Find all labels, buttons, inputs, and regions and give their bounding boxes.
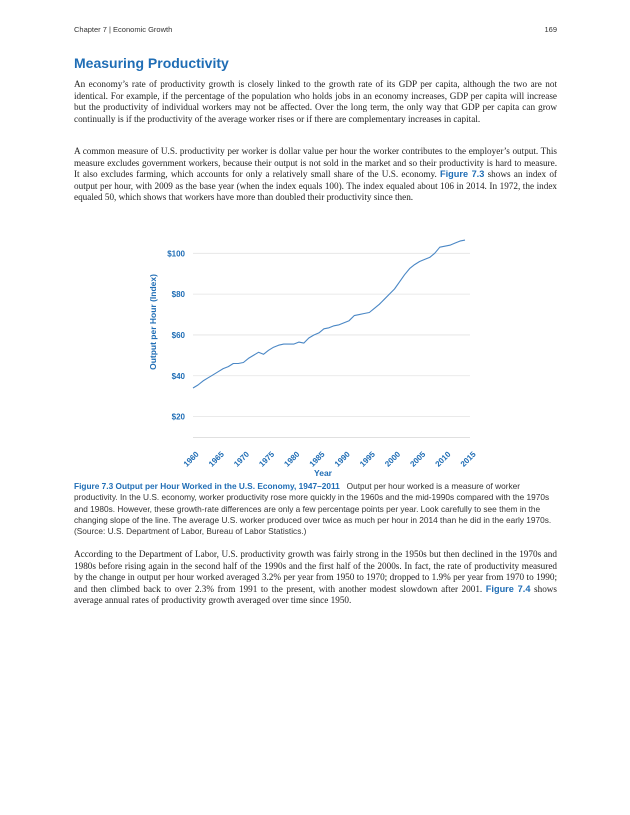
y-tick-label: $100 [167, 249, 185, 259]
x-tick-label: 2010 [433, 449, 453, 469]
y-tick-label: $60 [171, 330, 185, 340]
y-tick-label: $80 [171, 290, 185, 300]
x-tick-label: 2005 [408, 449, 428, 469]
paragraph-text: According to the Department of Labor, U.S. productivity growth was fairly strong in the 1950s but then declined in the 1970s and 1980s before rising again in the second half of the 1990s and the first half of the 2000s. In fact, the rate of productivity measured by the change in output per hour worked averaged 3.2% per year from 1950 to 1970; dropped to 1.9% per year from 1970 to 1990; and then climbed back to over 2.3% from 1991 to the present, with another modest slowdown after 2001. [74, 549, 557, 594]
x-tick-label: 1985 [307, 449, 327, 469]
x-tick-label: 2015 [458, 449, 478, 469]
x-tick-label: 1990 [332, 449, 352, 469]
x-tick-label: 1975 [257, 449, 277, 469]
x-tick-label: 1965 [206, 449, 226, 469]
figure-7-3-chart [145, 232, 490, 480]
paragraph-productivity-measure [74, 146, 557, 204]
series-line [193, 240, 465, 388]
x-tick-label: 1995 [358, 449, 377, 469]
x-axis-label: Year [314, 468, 332, 478]
figure-caption-title: Figure 7.3 Output per Hour Worked in the U.S. Economy, 1947–2011 [74, 481, 340, 491]
x-tick-label: 1970 [232, 449, 252, 469]
chapter-title: Chapter 7 | Economic Growth [74, 25, 173, 34]
x-tick-label: 2000 [383, 449, 403, 469]
line-chart [145, 232, 490, 480]
paragraph-text: shows an index of output per hour, with 2009 as the base year (when the index equals 100). The index equaled about 106 in 2014. In 1972, the index equaled 50, which shows that workers have more than doubled their productivity since then. [74, 169, 557, 203]
figure-7-3-link[interactable]: Figure 7.3 [440, 169, 485, 180]
figure-caption-text: Output per hour worked is a measure of worker productivity. In the U.S. economy, worker productivity rose more quickly in the 1960s and the mid-1990s compared with the 1970s and 1980s. However, these growth-rate differences are only a few percentage points per year. Look carefully to see them in the changing slope of the line. The average U.S. worker produced over twice as much per hour in 2014 than he did in the early 1970s. (Source: U.S. Department of Labor, Bureau of Labor Statistics.) [74, 481, 552, 537]
page-header [74, 25, 557, 37]
section-title: Measuring Productivity [74, 55, 229, 71]
y-axis-label: Output per Hour (Index) [148, 274, 158, 370]
y-tick-label: $40 [171, 371, 185, 381]
x-tick-label: 1980 [282, 449, 302, 469]
paragraph-text: shows average annual rates of productivity growth averaged over time since 1950. [74, 583, 557, 606]
paragraph-productivity-intro: An economy’s rate of productivity growth is closely linked to the growth rate of its GDP per capita, although the two are not identical. For example, if the percentage of the population who holds jobs in an economy increases, GDP per capita will increase but the productivity of individual workers may not be affected. Over the long term, the only way that GDP per capita can grow continually is if the productivity of the average worker rises or if there are complementary increases in capital. [74, 79, 557, 124]
figure-caption [74, 481, 557, 537]
page-number: 169 [544, 25, 557, 34]
paragraph-text: A common measure of U.S. productivity per worker is dollar value per hour the worker contributes to the employer’s output. This measure excludes government workers, because their output is not sold in the market and so their productivity is hard to measure. It also excludes farming, which accounts for only a relatively small share of the U.S. economy. [74, 146, 557, 180]
y-tick-label: $20 [171, 412, 185, 422]
figure-7-4-link[interactable]: Figure 7.4 [485, 583, 531, 594]
paragraph-productivity-history [74, 549, 557, 607]
x-tick-label: 1960 [181, 449, 201, 469]
